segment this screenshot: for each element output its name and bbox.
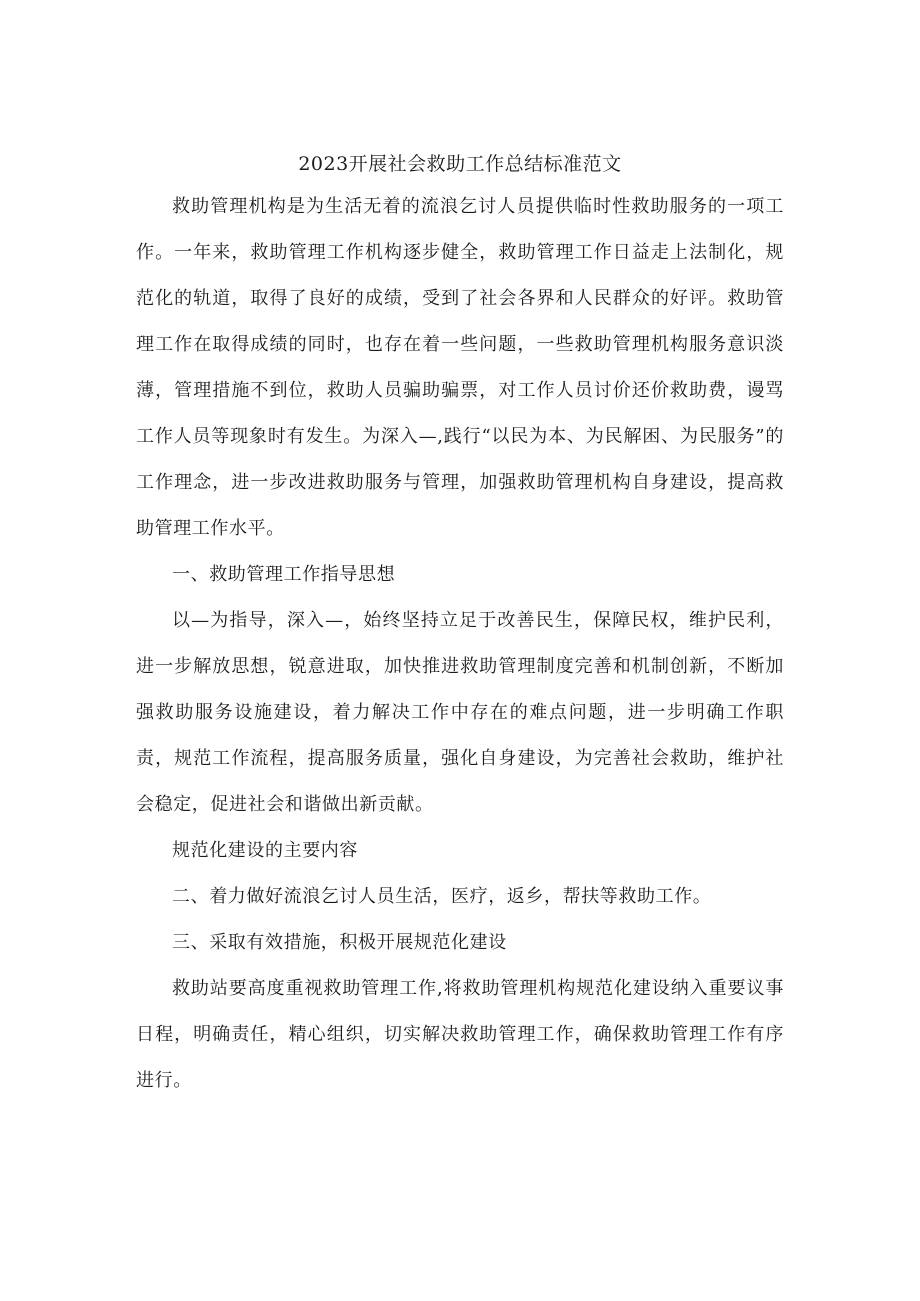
section-2-heading: 二、着力做好流浪乞讨人员生活，医疗，返乡，帮扶等救助工作。 [172, 886, 712, 907]
section-3-heading: 三、采取有效措施，积极开展规范化建设 [172, 932, 507, 953]
intro-paragraph: 救助管理机构是为生活无着的流浪乞讨人员提供临时性救助服务的一项工作。一年来，救助管理工作机构逐步健全，救助管理工作日益走上法制化，规范化的轨道，取得了良好的成绩，受到了社会各界和人民群众的好评。救助管理工作在取得成绩的同时，也存在着一些问题，一些救助管理机构服务意识淡薄，管理措施不到位，救助人员骗助骗票，对工作人员讨价还价救助费，谩骂工作人员等现象时有发生。为深入—,践行“以民为本、为民解困、为民服务”的工作理念，进一步改进救助服务与管理，加强救助管理机构自身建设，提高救助管理工作水平。 [136, 196, 784, 539]
document-title: 2023开展社会救助工作总结标准范文 [298, 153, 622, 175]
section-1-heading: 一、救助管理工作指导思想 [172, 564, 396, 585]
subheading: 规范化建设的主要内容 [172, 840, 358, 861]
document-page [136, 146, 784, 1104]
section-1-paragraph: 以—为指导，深入—，始终坚持立足于改善民生，保障民权，维护民利，进一步解放思想，锐意进取，加快推进救助管理制度完善和机制创新，不断加强救助服务设施建设，着力解决工作中存在的难点问题，进一步明确工作职责，规范工作流程，提高服务质量，强化自身建设，为完善社会救助，维护社会稳定，促进社会和谐做出新贡献。 [136, 610, 784, 815]
section-3-paragraph: 救助站要高度重视救助管理工作,将救助管理机构规范化建设纳入重要议事日程，明确责任，精心组织，切实解决救助管理工作，确保救助管理工作有序进行。 [136, 978, 784, 1091]
